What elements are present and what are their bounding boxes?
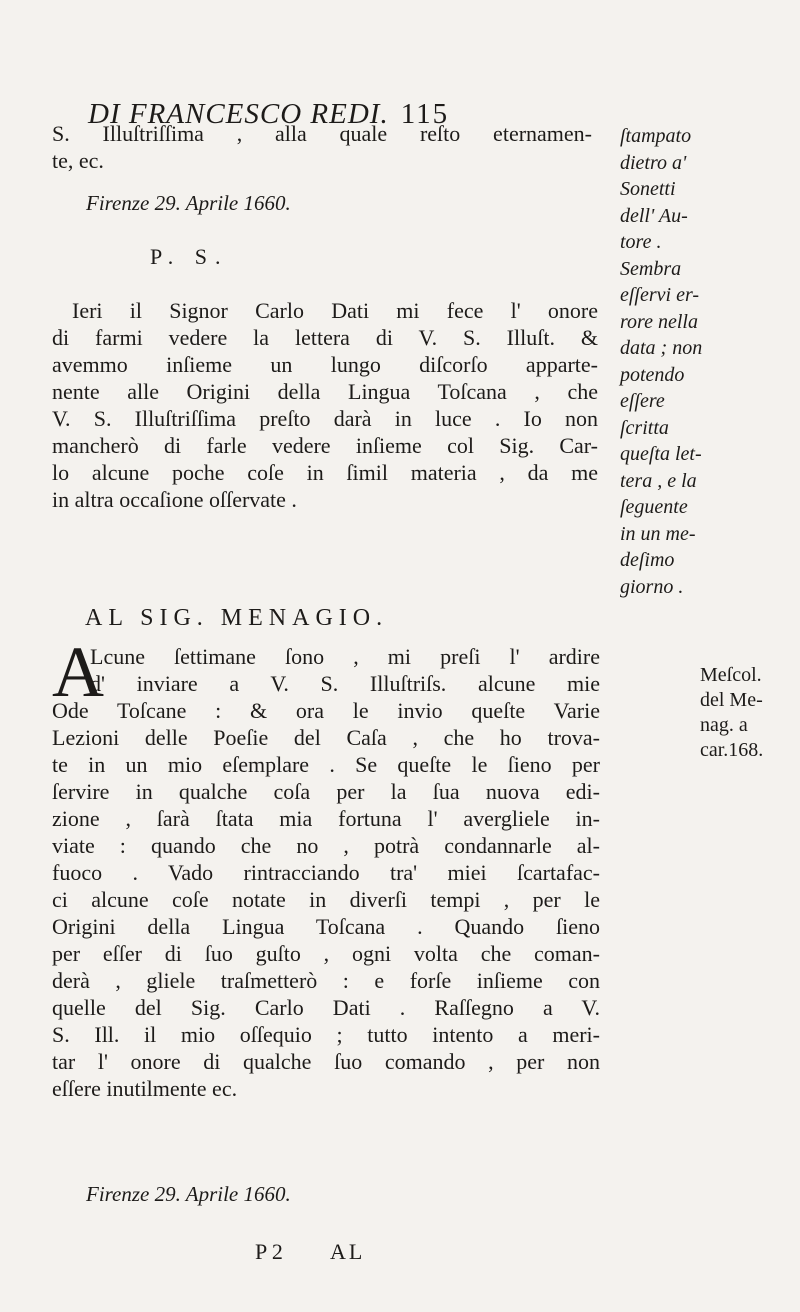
margin-note-italic — [620, 123, 702, 600]
text-line: fuoco . Vado rintracciando tra' miei ſcartafac- — [52, 860, 600, 885]
margin-line: dietro a' — [620, 151, 687, 174]
text-line: derà , gliele traſmetterò : e forſe inſieme con — [52, 968, 600, 993]
text-line: te in un mio eſemplare . Se queſte le ſieno per — [52, 752, 600, 777]
running-title: DI FRANCESCO REDI. — [88, 98, 389, 130]
margin-line: Sembra — [620, 257, 682, 280]
margin-line: ſtampato — [620, 125, 692, 147]
text-line: Lezioni delle Poeſie del Caſa , che ho trova- — [52, 725, 600, 750]
margin-line: del Me- — [700, 689, 763, 711]
text-line: S. Ill. il mio oſſequio ; tutto intento a meri- — [52, 1022, 600, 1047]
text-line: Ode Toſcane : & ora le invio queſte Varie — [52, 698, 600, 723]
text-line: lo alcune poche coſe in ſimil materia , da me — [52, 460, 598, 485]
margin-line: tera , e la — [620, 469, 697, 492]
margin-line: dell' Au- — [620, 204, 688, 227]
margin-line: in un me- — [620, 522, 696, 545]
margin-line: car.168. — [700, 739, 764, 761]
drop-cap: A — [52, 632, 104, 712]
letter2-heading: AL SIG. MENAGIO. — [85, 605, 389, 631]
letter1-dateline: Firenze 29. Aprile 1660. — [86, 191, 291, 215]
margin-line: rore nella — [620, 310, 698, 333]
text-line: ſervire in qualche coſa per la ſua nuova edi- — [52, 779, 600, 804]
margin-line: tore . — [620, 231, 662, 253]
margin-line: potendo — [620, 363, 685, 386]
margin-line: eſſervi er- — [620, 284, 700, 306]
text-line: mancherò di farle vedere inſieme col Sig. Car- — [52, 433, 598, 458]
catchword: AL — [330, 1239, 366, 1264]
margin-line: nag. a — [700, 714, 748, 736]
text-line: tar l' onore di qualche ſuo comando , per non — [52, 1049, 600, 1074]
text-line: nente alle Origini della Lingua Toſcana , che — [52, 379, 598, 404]
signature-mark: P 2 — [255, 1239, 283, 1264]
text-line: per eſſer di ſuo guſto , ogni volta che coman- — [52, 941, 600, 966]
margin-line: eſſere — [620, 390, 665, 412]
postscript-label: P. S. — [150, 244, 229, 269]
margin-line: Meſcol. — [700, 664, 762, 686]
text-line: V. S. Illuſtriſſima preſto darà in luce . Io non — [52, 406, 598, 431]
page-footer — [0, 1239, 800, 1269]
text-line: Lcune ſettimane ſono , mi preſi l' ardire — [90, 644, 600, 669]
letter2-body — [52, 632, 600, 1102]
text-line: ci alcune coſe notate in diverſi tempi , per le — [52, 887, 600, 912]
text-line: d' inviare a V. S. Illuſtriſs. alcune mie — [90, 671, 600, 696]
margin-line: deſimo — [620, 549, 675, 571]
letter1-closing — [52, 120, 592, 174]
text-line: zione , ſarà ſtata mia fortuna l' avergliele in- — [52, 806, 600, 831]
text-line: eſſere inutilmente ec. — [52, 1076, 238, 1101]
margin-line: ſeguente — [620, 496, 688, 518]
letter2-dateline: Firenze 29. Aprile 1660. — [86, 1182, 291, 1206]
text-line: Origini della Lingua Toſcana . Quando ſieno — [52, 914, 600, 939]
page-number: 115 — [400, 98, 450, 130]
text-line: te, ec. — [52, 148, 104, 173]
postscript-text — [52, 297, 598, 513]
margin-line: Sonetti — [620, 178, 676, 200]
text-line: in altra occaſione oſſervate . — [52, 487, 297, 512]
margin-line: queſta let- — [620, 443, 702, 465]
text-line: S. Illuſtriſſima , alla quale reſto eternamen- — [52, 121, 592, 146]
margin-line: giorno . — [620, 575, 684, 598]
margin-line: data ; non — [620, 337, 703, 359]
text-line: viate : quando che no , potrà condannarle al- — [52, 833, 600, 858]
margin-line: ſcritta — [620, 416, 669, 439]
text-line: quelle del Sig. Carlo Dati . Raſſegno a V. — [52, 995, 600, 1020]
text-line: Ieri il Signor Carlo Dati mi fece l' onore — [72, 298, 598, 323]
text-line: avemmo inſieme un lungo diſcorſo apparte- — [52, 352, 598, 377]
margin-note-roman — [700, 663, 763, 763]
text-line: di farmi vedere la lettera di V. S. Illuſt. & — [52, 325, 598, 350]
